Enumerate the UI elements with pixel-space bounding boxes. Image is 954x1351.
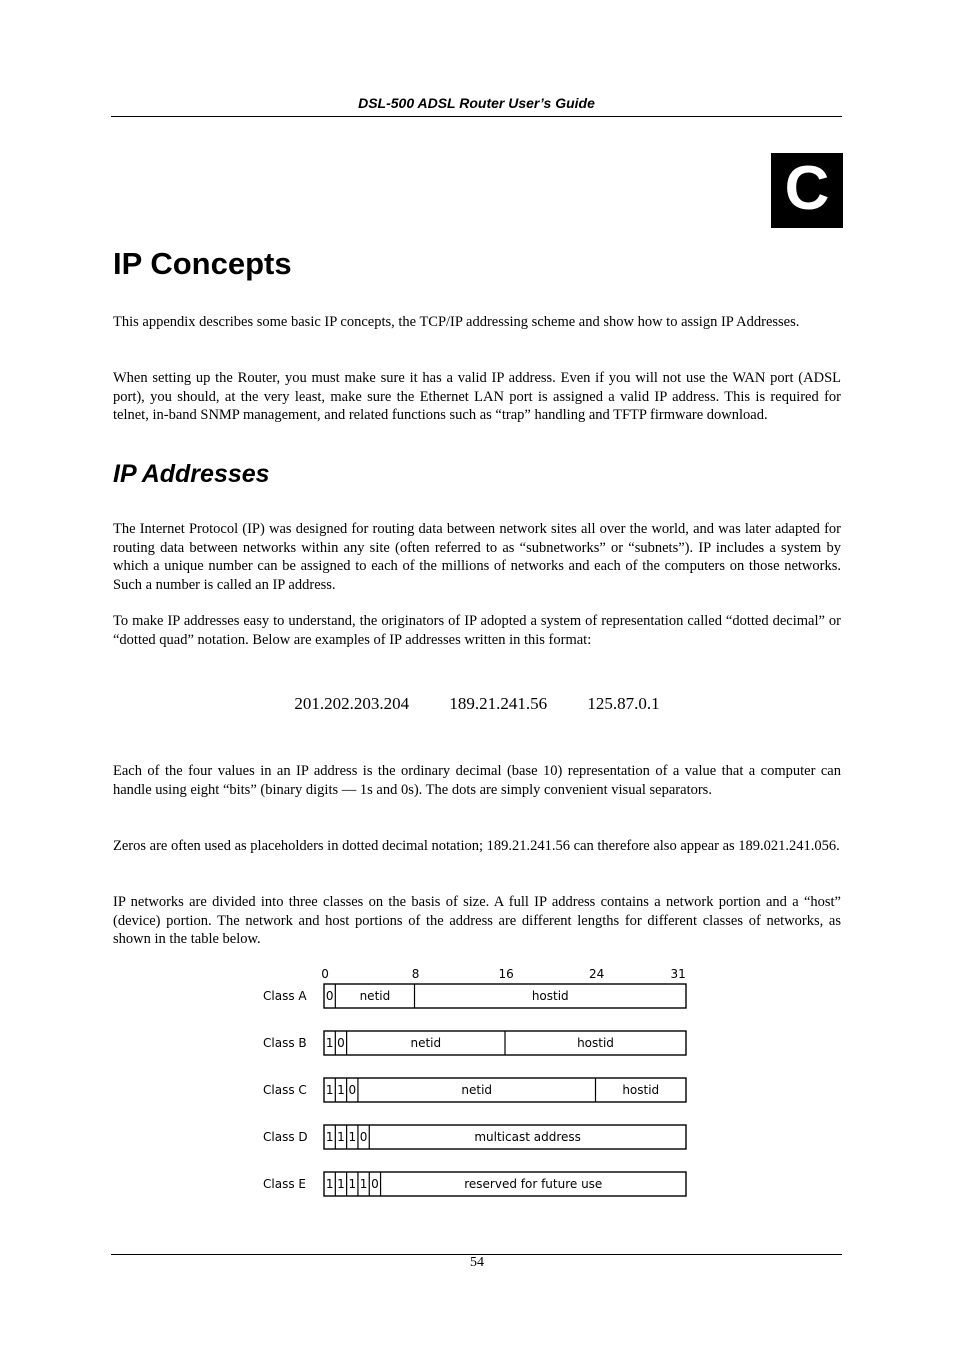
bit-position-label: 24 — [588, 967, 605, 981]
field-label: hostid — [622, 1083, 660, 1097]
field-label: reserved for future use — [464, 1177, 603, 1191]
class-label: Class E — [263, 1177, 306, 1191]
class-label: Class C — [263, 1083, 307, 1097]
class-label: Class B — [263, 1036, 307, 1050]
leading-bit: 0 — [337, 1036, 345, 1050]
chapter-title: IP Concepts — [113, 246, 292, 281]
leading-bit: 1 — [325, 1130, 334, 1144]
field-label: netid — [410, 1036, 442, 1050]
ip-address-examples — [0, 694, 954, 714]
leading-bit: 1 — [348, 1177, 357, 1191]
bit-position-label: 31 — [670, 967, 686, 981]
leading-bit: 1 — [337, 1177, 345, 1191]
leading-bit: 0 — [325, 989, 334, 1003]
header-divider — [111, 116, 842, 117]
page-number: 54 — [470, 1255, 484, 1270]
leading-bit: 1 — [359, 1177, 368, 1191]
field-label: netid — [461, 1083, 493, 1097]
bit-position-label: 0 — [321, 967, 329, 981]
leading-bit: 0 — [348, 1083, 357, 1097]
class-label: Class D — [263, 1130, 308, 1144]
intro-paragraph-1: This appendix describes some basic IP concepts, the TCP/IP addressing scheme and show how to assign IP Addresses. — [113, 314, 800, 330]
bit-position-label: 16 — [498, 967, 514, 981]
section-paragraph-4: Zeros are often used as placeholders in dotted decimal notation; 189.21.241.56 can therefore also appear as 189.021.241.056. — [113, 838, 840, 854]
intro-paragraph-2: When setting up the Router, you must make sure it has a valid IP address. Even if you will not use the WAN port (ADSL port), you should, at the very least, make sure the Ethernet LAN port is assigned a valid IP address. This is required for telnet, in-band SNMP management, and related functions such as “trap” handling and TFTP firmware download. — [113, 370, 841, 423]
leading-bit: 1 — [325, 1083, 334, 1097]
section-paragraph-5: IP networks are divided into three classes on the basis of size. A full IP address contains a network portion and a “host” (device) portion. The network and host portions of the address are different lengths for different classes of networks, as shown in the table below. — [113, 894, 841, 947]
bit-position-label: 8 — [411, 967, 420, 981]
section-paragraph-2: To make IP addresses easy to understand, the originators of IP adopted a system of representation called “dotted decimal” or “dotted quad” notation. Below are examples of IP addresses written in this format: — [113, 613, 841, 648]
ip-example: 201.202.203.204 — [294, 694, 410, 713]
leading-bit: 1 — [337, 1083, 345, 1097]
section-paragraph-1: The Internet Protocol (IP) was designed for routing data between network sites all over the world, and was later adapted for routing data between networks within any site (often referred to as “subnetworks” or “subnets”). IP includes a system by which a unique number can be assigned to each of the millions of networks and each of the computers on those networks. Such a number is called an IP address. — [113, 521, 841, 593]
ip-example: 189.21.241.56 — [449, 694, 548, 713]
ip-class-diagram — [255, 962, 695, 1207]
chapter-letter-badge: C — [771, 153, 843, 228]
leading-bit: 0 — [359, 1130, 368, 1144]
class-label: Class A — [263, 989, 307, 1003]
field-label: multicast address — [474, 1130, 581, 1144]
section-title: IP Addresses — [113, 460, 270, 488]
leading-bit: 1 — [348, 1130, 357, 1144]
field-label: hostid — [577, 1036, 614, 1050]
field-label: hostid — [531, 989, 569, 1003]
running-header: DSL-500 ADSL Router User’s Guide — [358, 95, 595, 111]
leading-bit: 1 — [325, 1036, 334, 1050]
leading-bit: 1 — [337, 1130, 345, 1144]
leading-bit: 0 — [371, 1177, 379, 1191]
leading-bit: 1 — [325, 1177, 334, 1191]
ip-example: 125.87.0.1 — [587, 694, 660, 713]
field-label: netid — [359, 989, 391, 1003]
section-paragraph-3: Each of the four values in an IP address is the ordinary decimal (base 10) representation of a value that a computer can handle using eight “bits” (binary digits — 1s and 0s). The dots are simply convenient visual separators. — [113, 763, 841, 798]
